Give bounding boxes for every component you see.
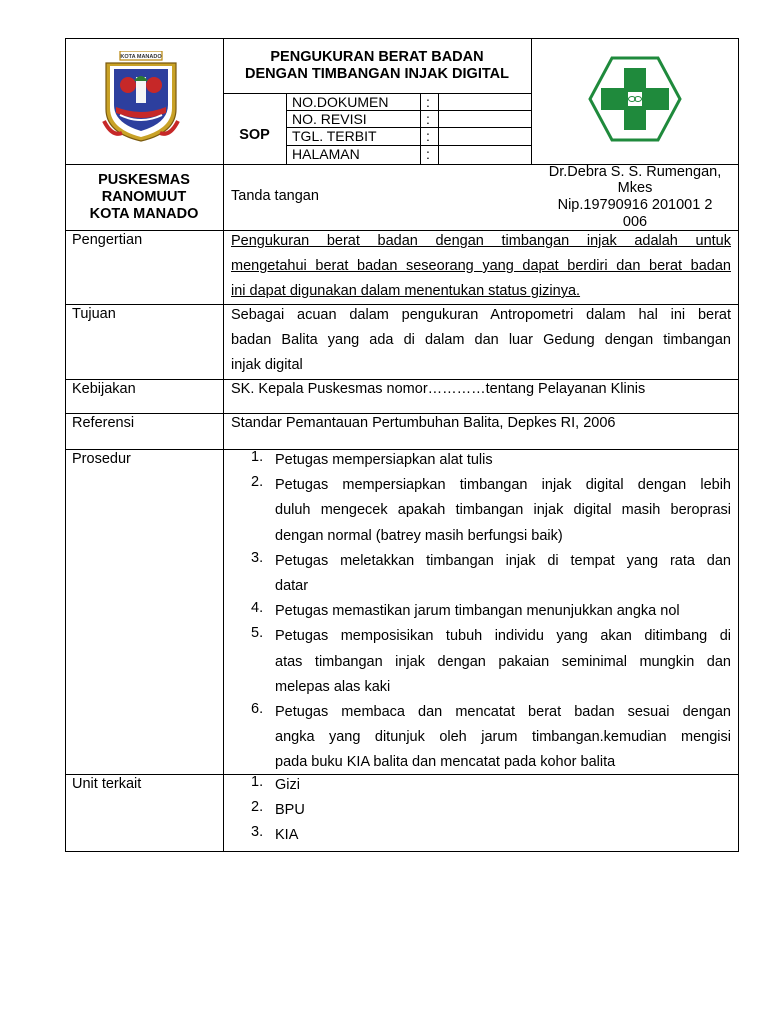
docfield-sep-nodokumen: : <box>426 94 430 110</box>
prosedur-item-3-line-1: Petugas meletakkan timbangan injak di tempat yang rata dan <box>275 552 731 569</box>
prosedur-item-4-num: 4. <box>251 600 264 617</box>
label-unit-terkait: Unit terkait <box>72 776 142 792</box>
text-referensi: Standar Pemantauan Pertumbuhan Balita, Depkes RI, 2006 <box>231 415 616 431</box>
text-kebijakan: SK. Kepala Puskesmas nomor…………tentang Pelayanan Klinis <box>231 381 646 397</box>
prosedur-item-3-line-2: datar <box>275 577 309 594</box>
prosedur-item-2-num: 2. <box>251 474 264 491</box>
prosedur-item-6 <box>223 701 731 777</box>
unit-terkait-list <box>223 774 731 850</box>
label-prosedur: Prosedur <box>72 451 131 467</box>
table-border-left <box>65 38 66 852</box>
text-pengertian <box>231 230 731 305</box>
prosedur-item-5 <box>223 625 731 701</box>
sop-title-line2: DENGAN TIMBANGAN INJAK DIGITAL <box>245 66 509 82</box>
sop-title-line1: PENGUKURAN BERAT BADAN <box>270 49 484 65</box>
header-divider-right <box>531 38 532 164</box>
prosedur-item-4-line-1: Petugas memastikan jarum timbangan menunjukkan angka nol <box>275 603 680 620</box>
prosedur-item-2-line-1: Petugas mempersiapkan timbangan injak digital dengan lebih <box>275 477 731 494</box>
label-referensi: Referensi <box>72 415 135 431</box>
pengertian-line-3: ini dapat digunakan dalam menentukan status gizinya. <box>231 283 581 299</box>
prosedur-item-1-num: 1. <box>251 449 264 465</box>
label-pengertian: Pengertian <box>72 232 143 248</box>
docfield-sep-norevisi: : <box>426 111 430 127</box>
unit-terkait-item-3 <box>223 824 731 849</box>
docfield-label-nodokumen: NO.DOKUMEN <box>292 94 389 110</box>
prosedur-item-6-line-3: pada buku KIA balita dan mencatat pada kohor balita <box>275 754 616 771</box>
docfield-divider-sep <box>420 93 421 164</box>
prosedur-item-3 <box>223 550 731 600</box>
unit-terkait-item-2 <box>223 799 731 824</box>
prosedur-item-2 <box>223 474 731 550</box>
signer-nip-line2: 006 <box>622 214 648 230</box>
docfield-divider-label <box>286 93 287 164</box>
table-border-bottom <box>65 851 739 852</box>
tujuan-line-3: injak digital <box>231 357 303 373</box>
unit-terkait-item-1-num: 1. <box>251 774 264 790</box>
org-name-line3: KOTA MANADO <box>89 206 199 222</box>
table-border-top <box>65 38 739 39</box>
unit-terkait-item-3-text: KIA <box>275 827 299 844</box>
pengertian-line-1: Pengukuran berat badan dengan timbangan injak adalah untuk <box>231 233 731 249</box>
org-name-line2: RANOMUUT <box>101 189 187 205</box>
prosedur-item-1-line-1: Petugas mempersiapkan alat tulis <box>275 452 493 468</box>
unit-terkait-item-1-text: Gizi <box>275 777 300 793</box>
org-name-line1: PUSKESMAS <box>98 172 190 188</box>
table-border-right <box>738 38 739 852</box>
prosedur-item-3-num: 3. <box>251 549 264 566</box>
prosedur-item-4 <box>223 600 731 625</box>
docfield-sep-halaman: : <box>426 146 430 162</box>
puskesmas-logo <box>588 56 682 142</box>
prosedur-item-2-line-3: dengan normal (batrey masih berfungsi baik) <box>275 527 563 544</box>
prosedur-item-6-num: 6. <box>251 700 264 717</box>
docfield-sep-tglterbit: : <box>426 128 430 144</box>
kota-manado-logo-text: KOTA MANADO <box>120 54 162 60</box>
unit-terkait-item-2-num: 2. <box>251 799 264 816</box>
signature-label: Tanda tangan <box>231 188 319 204</box>
docfield-label-tglterbit: TGL. TERBIT <box>292 128 377 144</box>
prosedur-item-5-line-1: Petugas memposisikan tubuh individu yang akan ditimbang di <box>275 628 731 645</box>
prosedur-item-5-line-2: atas timbangan injak dengan pakaian seminimal mungkin dan <box>275 653 731 670</box>
pengertian-line-2: mengetahui berat badan seseorang yang dapat berdiri dan berat badan <box>231 258 731 274</box>
tujuan-line-1: Sebagai acuan dalam pengukuran Antropometri dalam hal ini berat <box>231 307 731 323</box>
sop-label: SOP <box>239 127 270 143</box>
label-tujuan: Tujuan <box>72 306 116 322</box>
prosedur-item-6-line-2: angka yang ditunjuk oleh jarum timbangan.kemudian mengisi <box>275 729 731 746</box>
prosedur-item-2-line-2: duluh mengecek apakah timbangan injak digital masih beroprasi <box>275 502 731 519</box>
signer-nip-line1: Nip.19790916 201001 2 <box>557 197 713 213</box>
kota-manado-logo <box>100 51 182 143</box>
text-tujuan <box>231 304 731 379</box>
prosedur-item-1 <box>223 449 731 474</box>
signer-name-line1: Dr.Debra S. S. Rumengan, <box>548 164 722 180</box>
label-kebijakan: Kebijakan <box>72 381 136 397</box>
docfield-divider-value <box>438 93 439 164</box>
unit-terkait-item-1 <box>223 774 731 799</box>
docfield-label-halaman: HALAMAN <box>292 146 360 162</box>
unit-terkait-item-2-text: BPU <box>275 802 305 819</box>
prosedur-item-5-line-3: melepas alas kaki <box>275 678 391 695</box>
tujuan-line-2: badan Balita yang ada di dalam dan luar Gedung dengan timbangan <box>231 332 731 348</box>
prosedur-list <box>223 449 731 776</box>
unit-terkait-item-3-num: 3. <box>251 824 264 841</box>
prosedur-item-6-line-1: Petugas membaca dan mencatat berat badan sesuai dengan <box>275 703 731 720</box>
signer-name-line2: Mkes <box>617 180 653 196</box>
prosedur-item-5-num: 5. <box>251 625 264 642</box>
docfield-label-norevisi: NO. REVISI <box>292 111 367 127</box>
